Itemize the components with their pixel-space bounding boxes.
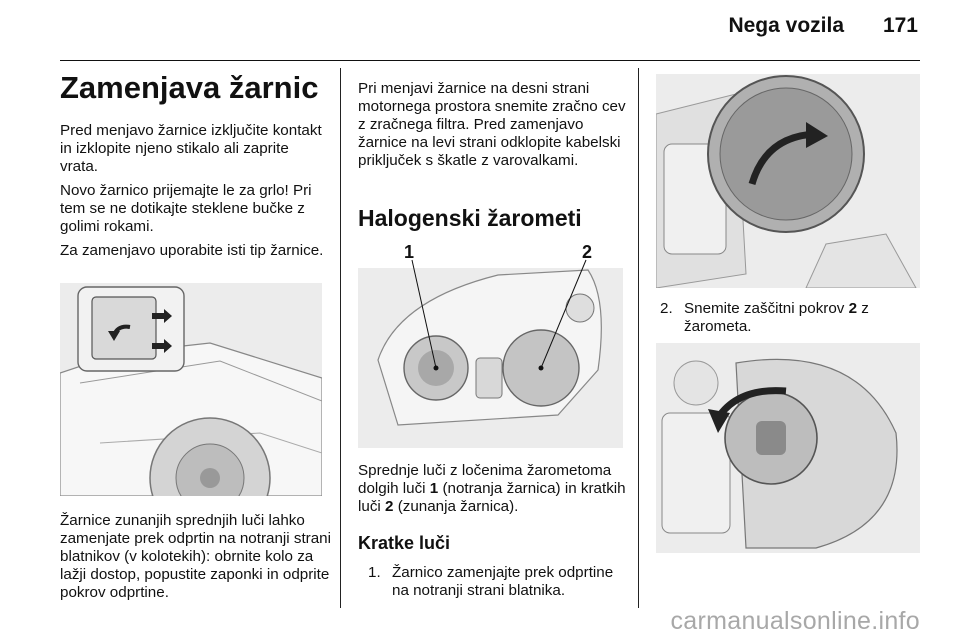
- step-1-number: 1.: [368, 564, 381, 581]
- column-divider-right: [638, 68, 639, 608]
- figure-caption-headlights: Sprednje luči z ločenima žarometoma dolgih luči 1 (notranja žarnica) in kratkih luči 2 (zunanja žarnica).: [358, 462, 626, 515]
- paragraph-air-hose: Pri menjavi žarnice na desni strani motornega prostora snemite zračno cev z zračnega filtra. Pred zamenjavo žarnice na levi strani odklopite kabelski priključek s škatle z varovalkami.: [358, 80, 626, 169]
- paragraph-same-type: Za zamenjavo uporabite isti tip žarnice.: [60, 242, 324, 259]
- paragraph-wheel-arch: Žarnice zunanjih sprednjih luči lahko zamenjate prek odprtin na notranji strani blatnikov (v kolotekih): obrnite kolo za lažji dostop, popustite zaponki in odprite pokrov odprtine.: [60, 512, 331, 601]
- heading-low-beam: Kratke luči: [358, 533, 451, 553]
- step-2-number: 2.: [660, 300, 673, 317]
- step-1-text: Žarnico zamenjajte prek odprtine na notranji strani blatnika.: [392, 564, 614, 599]
- column-divider-left: [340, 68, 341, 608]
- figure-halogen-headlight: [358, 240, 623, 448]
- column-2-text-top: [358, 80, 628, 176]
- heading-halogen-headlights: Halogenski žarometi: [358, 205, 582, 231]
- paragraph-ignition: Pred menjavo žarnice izključite kontakt in izklopite njeno stikalo ali zaprite vrata.: [60, 122, 322, 175]
- step-2-text: Snemite zaščitni pokrov 2 z žarometa.: [684, 300, 869, 335]
- step-1: [368, 564, 630, 600]
- page-title: Zamenjava žarnic: [60, 70, 319, 105]
- column-1-text-bottom: [60, 512, 332, 608]
- step-2: [660, 300, 918, 336]
- watermark: carmanualsonline.info: [670, 607, 920, 635]
- column-2-caption: [358, 462, 632, 522]
- figure-label-1: 1: [404, 242, 415, 262]
- running-header-title: Nega vozila: [728, 14, 844, 37]
- paragraph-handle-bulb: Novo žarnico prijemajte le za grlo! Pri tem se ne dotikajte steklene bučke z golimi rokami.: [60, 182, 312, 235]
- figure-low-beam-access: [656, 74, 920, 288]
- header-rule: [60, 60, 920, 61]
- column-2-step-1: [368, 564, 630, 600]
- figure-wheel-arch-access: [60, 283, 322, 496]
- page-number: 171: [882, 14, 918, 37]
- column-3-step-2: [660, 300, 918, 336]
- figure-label-2: 2: [582, 242, 593, 262]
- column-1-text-top: [60, 122, 328, 266]
- figure-protective-cover: [656, 343, 920, 553]
